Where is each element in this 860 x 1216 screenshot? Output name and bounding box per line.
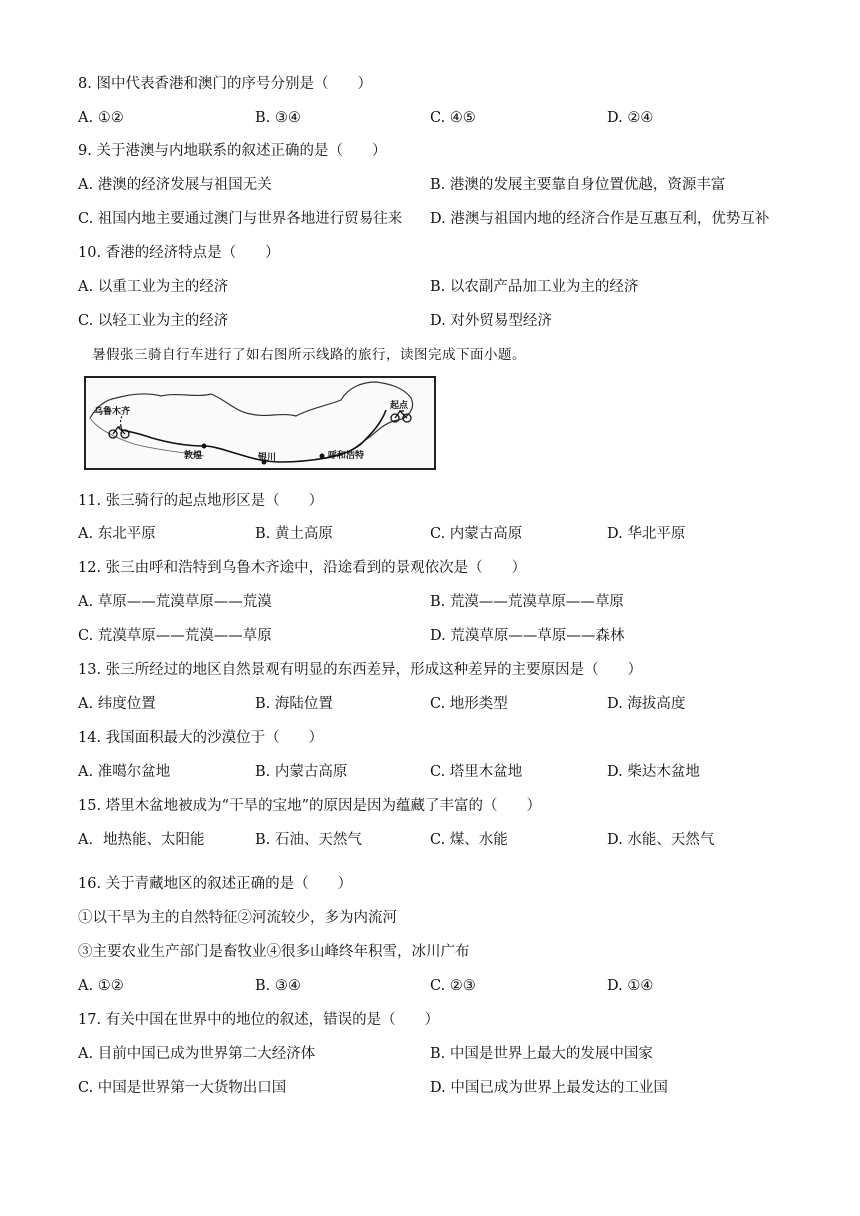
question-16-option-c[interactable]: C. ②③ [430,978,476,994]
question-11-option-b[interactable]: B. 黄土高原 [255,526,333,542]
question-10-option-a[interactable]: A. 以重工业为主的经济 [78,279,229,295]
question-8-option-b[interactable]: B. ③④ [255,110,301,126]
question-12-option-b[interactable]: B. 荒漠——荒漠草原——草原 [430,594,624,610]
hohhot-dot [320,454,325,459]
question-14-option-d[interactable]: D. 柴达木盆地 [607,764,700,780]
route-end-segment [121,416,123,430]
question-17-option-a[interactable]: A. 目前中国已成为世界第二大经济体 [78,1046,316,1062]
question-9-option-a[interactable]: A. 港澳的经济发展与祖国无关 [78,177,272,193]
question-17-option-b[interactable]: B. 中国是世界上最大的发展中国家 [430,1046,653,1062]
question-14-option-c[interactable]: C. 塔里木盆地 [430,764,523,780]
question-17-option-d[interactable]: D. 中国已成为世界上最发达的工业国 [430,1080,668,1096]
map-label-start: 起点 [390,401,409,411]
question-13-option-d[interactable]: D. 海拔高度 [607,696,686,712]
question-12-option-d[interactable]: D. 荒漠草原——草原——森林 [430,628,625,644]
question-11-option-c[interactable]: C. 内蒙古高原 [430,526,523,542]
question-16-option-a[interactable]: A. ①② [78,978,124,994]
question-15-stem: 15. 塔里木盆地被成为“干旱的宝地”的原因是因为蕴藏了丰富的（ ） [78,798,541,814]
question-13-stem: 13. 张三所经过的地区自然景观有明显的东西差异，形成这种差异的主要原因是（ ） [78,662,643,678]
question-15-option-d[interactable]: D. 水能、天然气 [607,832,715,848]
country-outline [90,382,413,460]
question-15-option-b[interactable]: B. 石油、天然气 [255,832,362,848]
question-14-option-a[interactable]: A. 准噶尔盆地 [78,764,171,780]
question-16-stem: 16. 关于青藏地区的叙述正确的是（ ） [78,876,353,892]
question-15-option-c[interactable]: C. 煤、水能 [430,832,508,848]
map-label-hohhot: 呼和浩特 [328,451,365,461]
route-map [84,376,436,470]
question-10-option-d[interactable]: D. 对外贸易型经济 [430,313,552,329]
question-17-stem: 17. 有关中国在世界中的地位的叙述，错误的是（ ） [78,1012,440,1028]
question-15-option-a[interactable]: A．地热能、太阳能 [78,832,205,848]
question-8-option-a[interactable]: A. ①② [78,110,124,126]
question-12-option-a[interactable]: A. 草原——荒漠草原——荒漠 [78,594,272,610]
question-16-statement-1: ①以干旱为主的自然特征②河流较少，多为内流河 [78,910,397,926]
question-11-option-d[interactable]: D. 华北平原 [607,526,686,542]
question-8-stem: 8. 图中代表香港和澳门的序号分别是（ ） [78,76,372,92]
question-13-option-b[interactable]: B. 海陆位置 [255,696,333,712]
question-11-stem: 11. 张三骑行的起点地形区是（ ） [78,493,324,509]
question-8-option-d[interactable]: D. ②④ [607,110,654,126]
question-16-option-b[interactable]: B. ③④ [255,978,301,994]
map-label-dunhuang: 敦煌 [184,451,203,461]
map-label-yinchuan: 银川 [258,453,277,463]
question-14-option-b[interactable]: B. 内蒙古高原 [255,764,348,780]
question-9-option-d[interactable]: D. 港澳与祖国内地的经济合作是互惠互利，优势互补 [430,211,770,227]
map-intro-text: 暑假张三骑自行车进行了如右图所示线路的旅行，读图完成下面小题。 [92,347,526,363]
question-8-option-c[interactable]: C. ④⑤ [430,110,476,126]
bicycle-icon-west [109,427,129,438]
question-17-option-c[interactable]: C. 中国是世界第一大货物出口国 [78,1080,287,1096]
question-14-stem: 14. 我国面积最大的沙漠位于（ ） [78,730,324,746]
question-10-option-b[interactable]: B. 以农副产品加工业为主的经济 [430,279,639,295]
question-10-option-c[interactable]: C. 以轻工业为主的经济 [78,313,229,329]
question-13-option-a[interactable]: A. 纬度位置 [78,696,156,712]
question-9-stem: 9. 关于港澳与内地联系的叙述正确的是（ ） [78,143,387,159]
question-11-option-a[interactable]: A. 东北平原 [78,526,156,542]
question-16-statement-2: ③主要农业生产部门是畜牧业④很多山峰终年积雪，冰川广布 [78,944,470,960]
question-9-option-c[interactable]: C. 祖国内地主要通过澳门与世界各地进行贸易往来 [78,211,403,227]
map-label-urumqi: 乌鲁木齐 [94,407,131,417]
dunhuang-dot [202,444,207,449]
question-16-option-d[interactable]: D. ①④ [607,978,654,994]
question-9-option-b[interactable]: B. 港澳的发展主要靠自身位置优越，资源丰富 [430,177,726,193]
question-13-option-c[interactable]: C. 地形类型 [430,696,508,712]
question-10-stem: 10. 香港的经济特点是（ ） [78,245,280,261]
question-12-stem: 12. 张三由呼和浩特到乌鲁木齐途中，沿途看到的景观依次是（ ） [78,560,527,576]
question-12-option-c[interactable]: C. 荒漠草原——荒漠——草原 [78,628,272,644]
